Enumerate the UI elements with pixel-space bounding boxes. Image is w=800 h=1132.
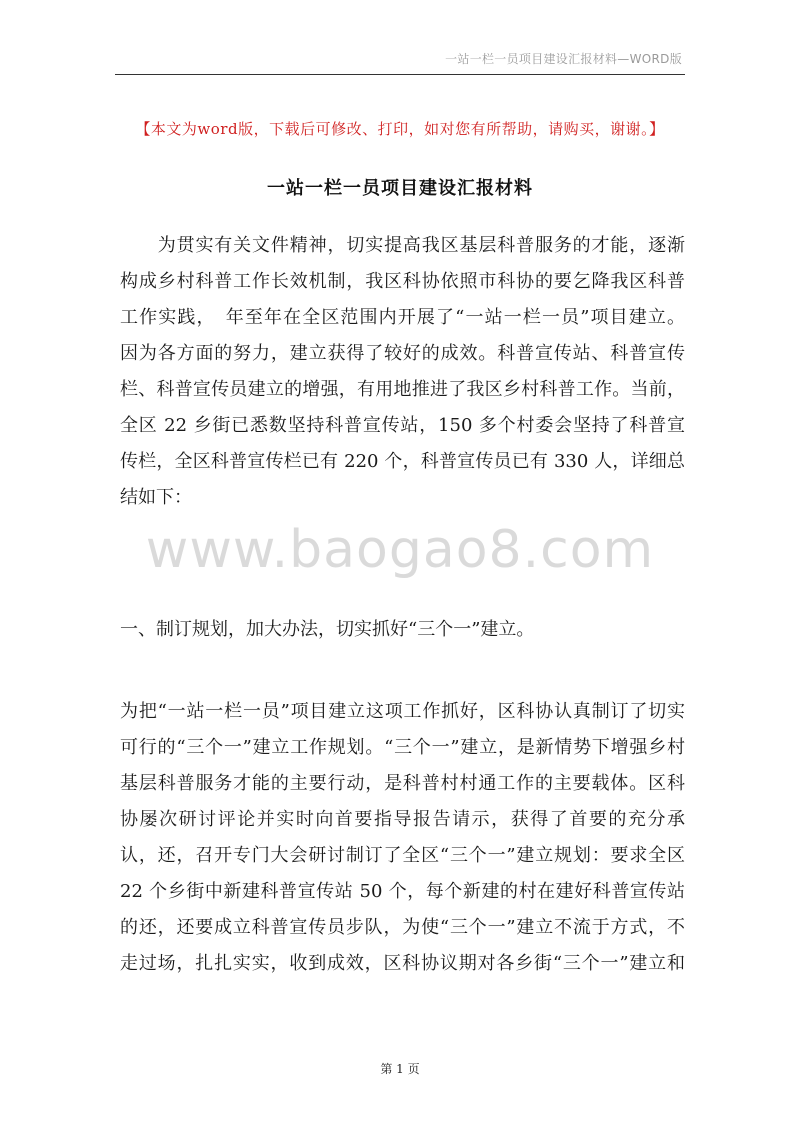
running-header: 一站一栏一员项目建设汇报材料—WORD版 — [445, 52, 682, 66]
text-line: 22 个乡街中新建科普宣传站 50 个，每个新建的村在建好科普宣传站 — [120, 881, 685, 902]
watermark: www.baogao8.com — [145, 520, 655, 580]
section-heading — [120, 612, 685, 648]
text-line: 认，还，召开专门大会研讨制订了全区“三个一”建立规划：要求全区 — [120, 845, 685, 866]
text-line: 可行的“三个一”建立工作规划。“三个一”建立，是新情势下增强乡村 — [120, 737, 685, 758]
text-line: 栏、科普宣传员建立的增强，有用地推进了我区乡村科普工作。当前， — [120, 379, 685, 400]
purchase-notice: 【本文为word版，下载后可修改、打印，如对您有所帮助，请购买，谢谢。】 — [135, 120, 665, 138]
page-number: 第 1 页 — [380, 1062, 420, 1076]
text-line: 工作实践， 年至年在全区范围内开展了“一站一栏一员”项目建立。 — [120, 307, 685, 328]
text-line: 全区 22 乡街已悉数坚持科普宣传站，150 多个村委会坚持了科普宣 — [120, 415, 685, 436]
document-title: 一站一栏一员项目建设汇报材料 — [267, 178, 533, 199]
text-line: 因为各方面的努力，建立获得了较好的成效。科普宣传站、科普宣传 — [120, 343, 685, 364]
section-heading-text: 一、制订规划，加大办法，切实抓好“三个一”建立。 — [120, 619, 535, 640]
paragraph-intro — [120, 228, 685, 516]
text-line: 为贯实有关文件精神，切实提高我区基层科普服务的才能，逐渐 — [120, 235, 685, 256]
text-line: 基层科普服务才能的主要行动，是科普村村通工作的主要载体。区科 — [120, 773, 685, 794]
text-line: 传栏，全区科普宣传栏已有 220 个，科普宣传员已有 330 人，详细总 — [120, 451, 685, 472]
paragraph-planning — [120, 694, 685, 982]
text-line: 协屡次研讨评论并实时向首要指导报告请示，获得了首要的充分承 — [120, 809, 685, 830]
text-line: 走过场，扎扎实实，收到成效，区科协议期对各乡街“三个一”建立和 — [120, 953, 685, 974]
text-line: 为把“一站一栏一员”项目建立这项工作抓好，区科协认真制订了切实 — [120, 701, 685, 722]
text-line: 构成乡村科普工作长效机制，我区科协依照市科协的要乞降我区科普 — [120, 271, 685, 292]
text-line: 的还，还要成立科普宣传员步队，为使“三个一”建立不流于方式，不 — [120, 917, 685, 938]
header-divider — [115, 74, 685, 75]
text-line: 结如下： — [120, 487, 192, 508]
